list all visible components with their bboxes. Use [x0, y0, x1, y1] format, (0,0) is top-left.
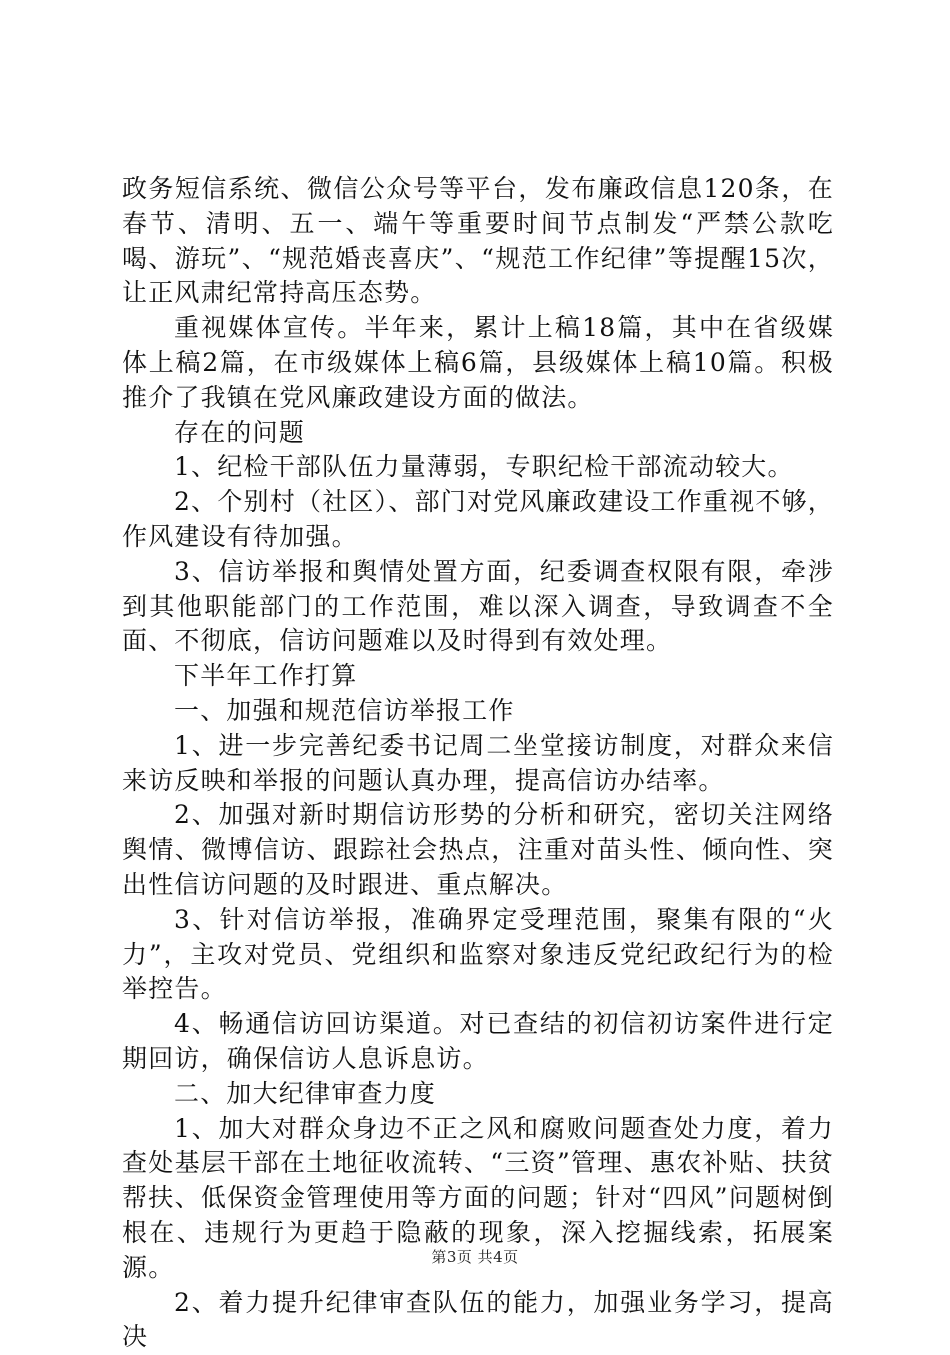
paragraph-9: 2、加强对新时期信访形势的分析和研究，密切关注网络舆情、微博信访、跟踪社会热点，注重对苗头性、倾向性、突出性信访问题的及时跟进、重点解决。	[122, 798, 834, 902]
paragraph-8: 1、进一步完善纪委书记周二坐堂接访制度，对群众来信来访反映和举报的问题认真办理，提高信访办结率。	[122, 729, 834, 799]
paragraph-13: 1、加大对群众身边不正之风和腐败问题查处力度，着力查处基层干部在土地征收流转、“三资”管理、惠农补贴、扶贫帮扶、低保资金管理使用等方面的问题；针对“四风”问题树倒根在、违规行为更趋于隐蔽的现象，深入挖掘线索，拓展案源。	[122, 1112, 834, 1286]
paragraph-10: 3、针对信访举报，准确界定受理范围，聚集有限的“火力”，主攻对党员、党组织和监察对象违反党纪政纪行为的检举控告。	[122, 903, 834, 1007]
paragraph-3: 1、纪检干部队伍力量薄弱，专职纪检干部流动较大。	[122, 450, 834, 485]
subheading-discipline: 二、加大纪律审查力度	[122, 1077, 834, 1112]
paragraph-1: 重视媒体宣传。半年来，累计上稿18篇，其中在省级媒体上稿2篇，在市级媒体上稿6篇，县级媒体上稿10篇。积极推介了我镇在党风廉政建设方面的做法。	[122, 311, 834, 415]
paragraph-11: 4、畅通信访回访渠道。对已查结的初信初访案件进行定期回访，确保信访人息诉息访。	[122, 1007, 834, 1077]
section-heading-plan: 下半年工作打算	[122, 659, 834, 694]
paragraph-0: 政务短信系统、微信公众号等平台，发布廉政信息120条，在春节、清明、五一、端午等重要时间节点制发“严禁公款吃喝、游玩”、“规范婚丧喜庆”、“规范工作纪律”等提醒15次，让正风肃纪常持高压态势。	[122, 172, 834, 311]
paragraph-14: 2、着力提升纪律审查队伍的能力，加强业务学习，提高决	[122, 1286, 834, 1355]
paragraph-5: 3、信访举报和舆情处置方面，纪委调查权限有限，牵涉到其他职能部门的工作范围，难以深入调查，导致调查不全面、不彻底，信访问题难以及时得到有效处理。	[122, 555, 834, 659]
subheading-petition: 一、加强和规范信访举报工作	[122, 694, 834, 729]
document-body	[122, 172, 834, 1355]
page-footer: 第3页 共4页	[0, 1247, 950, 1267]
paragraph-4: 2、个别村（社区）、部门对党风廉政建设工作重视不够，作风建设有待加强。	[122, 485, 834, 555]
section-heading-problems: 存在的问题	[122, 416, 834, 451]
